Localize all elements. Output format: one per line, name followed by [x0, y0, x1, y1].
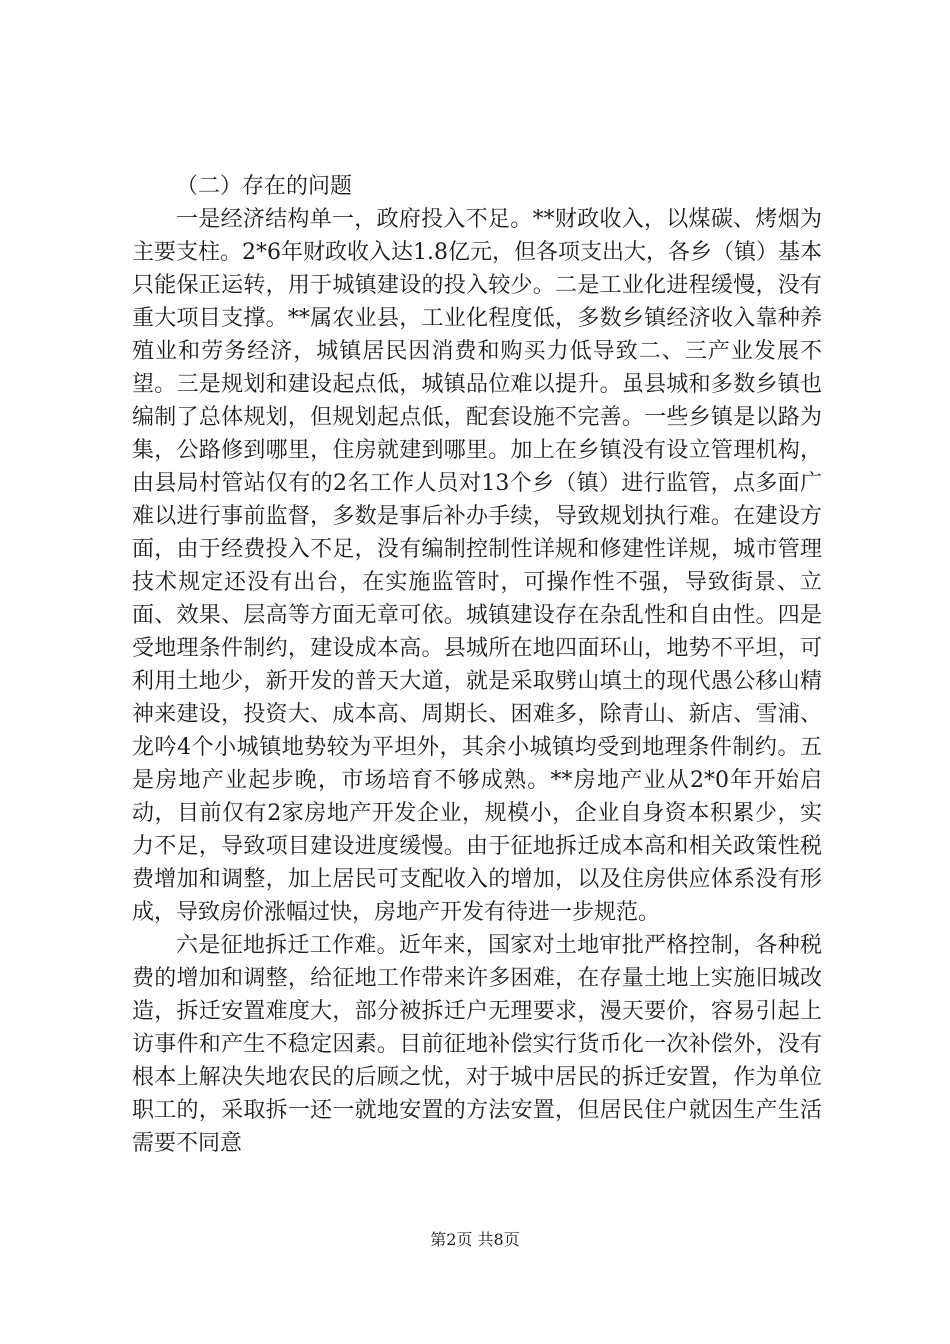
- paragraph-2: 六是征地拆迁工作难。近年来，国家对土地审批严格控制，各种税费的增加和调整，给征地工作带来许多困难，在存量土地上实施旧城改造，拆迁安置难度大，部分被拆迁户无理要求，漫天要价，容易引起上访事件和产生不稳定因素。目前征地补偿实行货币化一次补偿外，没有根本上解决失地农民的后顾之忧，对于城中居民的拆迁安置，作为单位职工的，采取拆一还一就地安置的方法安置，但居民住户就因生产生活需要不同意: [132, 933, 822, 1156]
- paragraph-1: 一是经济结构单一，政府投入不足。**财政收入，以煤碳、烤烟为主要支柱。2*6年财政收入达1.8亿元，但各项支出大，各乡（镇）基本只能保正运转，用于城镇建设的投入较少。二是工业化进程缓慢，没有重大项目支撑。**属农业县，工业化程度低，多数乡镇经济收入靠种养殖业和劳务经济，城镇居民因消费和购买力低导致二、三产业发展不望。三是规划和建设起点低，城镇品位难以提升。虽县城和多数乡镇也编制了总体规划，但规划起点低，配套设施不完善。一些乡镇是以路为集，公路修到哪里，住房就建到哪里。加上在乡镇没有设立管理机构，由县局村管站仅有的2名工作人员对13个乡（镇）进行监管，点多面广难以进行事前监督，多数是事后补办手续，导致规划执行难。在建设方面，由于经费投入不足，没有编制控制性详规和修建性详规，城市管理技术规定还没有出台，在实施监管时，可操作性不强，导致街景、立面、效果、层高等方面无章可依。城镇建设存在杂乱性和自由性。四是受地理条件制约，建设成本高。县城所在地四面环山，地势不平坦，可利用土地少，新开发的普天大道，就是采取劈山填土的现代愚公移山精神来建设，投资大、成本高、周期长、困难多，除青山、新店、雪浦、龙吟4个小城镇地势较为平坦外，其余小城镇均受到地理条件制约。五是房地产业起步晚，市场培育不够成熟。**房地产业从2*0年开始启动，目前仅有2家房地产开发企业，规模小，企业自身资本积累少，实力不足，导致项目建设进度缓慢。由于征地拆迁成本高和相关政策性税费增加和调整，加上居民可支配收入的增加，以及住房供应体系没有形成，导致房价涨幅过快，房地产开发有待进一步规范。: [132, 207, 822, 925]
- section-heading: （二）存在的问题: [176, 174, 353, 199]
- page-number: 第2页 共8页: [430, 1230, 520, 1249]
- document-body: [132, 170, 822, 1160]
